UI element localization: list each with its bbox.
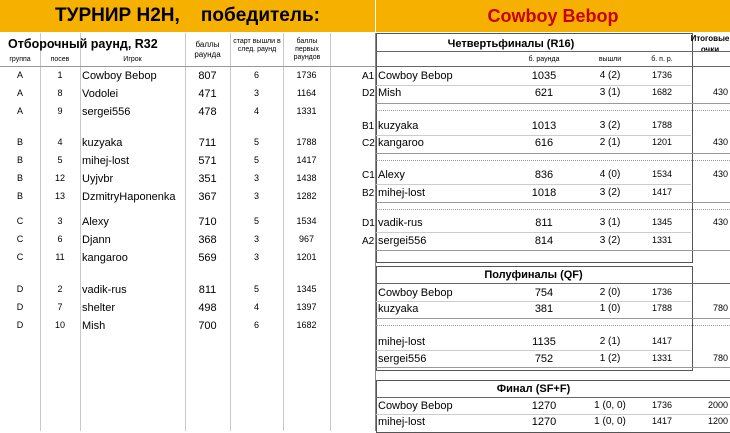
winner-name: Cowboy Bebop bbox=[376, 0, 730, 32]
started-cell: 6 bbox=[253, 70, 259, 80]
out-cell: 2 (0) bbox=[599, 287, 621, 298]
group-cell: D bbox=[16, 302, 24, 312]
col-header-out: вышли bbox=[598, 56, 622, 63]
first-points-cell: 1534 bbox=[296, 216, 317, 226]
total-cell: 1200 bbox=[707, 416, 728, 426]
player-cell: kangaroo bbox=[82, 252, 128, 264]
seed-cell: 4 bbox=[57, 137, 63, 147]
table-row bbox=[376, 215, 730, 232]
points-cell: 621 bbox=[534, 87, 554, 99]
first-points-cell: 1682 bbox=[651, 87, 673, 97]
table-row bbox=[0, 282, 375, 300]
started-cell: 3 bbox=[253, 173, 259, 183]
row-line bbox=[376, 153, 730, 154]
header-line bbox=[0, 66, 375, 67]
total-cell: 430 bbox=[712, 217, 728, 227]
points-cell: 478 bbox=[198, 106, 217, 118]
col-header-started: старт вышли в след. раунд bbox=[233, 38, 281, 53]
first-points-cell: 1331 bbox=[296, 106, 317, 116]
out-cell: 1 (0) bbox=[599, 303, 621, 314]
started-cell: 5 bbox=[253, 216, 259, 226]
table-row bbox=[0, 135, 375, 153]
out-cell: 3 (2) bbox=[599, 235, 621, 246]
row-line bbox=[376, 414, 730, 415]
first-points-cell: 1788 bbox=[296, 137, 317, 147]
player-cell: Uyjvbr bbox=[82, 173, 114, 185]
total-cell: 430 bbox=[712, 137, 728, 147]
seed-cell: 10 bbox=[54, 320, 65, 330]
first-points-cell: 1736 bbox=[651, 400, 673, 410]
started-cell: 4 bbox=[253, 106, 259, 116]
table-row bbox=[376, 285, 730, 302]
col-header-first-points: б. п. р. bbox=[651, 56, 673, 63]
first-points-cell: 1417 bbox=[651, 187, 673, 197]
first-points-cell: 1331 bbox=[651, 353, 673, 363]
player-cell: Cowboy Bebop bbox=[82, 70, 157, 82]
player-cell: sergei556 bbox=[378, 235, 427, 247]
out-cell: 1 (0, 0) bbox=[594, 400, 626, 411]
points-cell: 836 bbox=[534, 169, 554, 181]
group-cell: D bbox=[16, 284, 24, 294]
group-cell: A bbox=[16, 106, 23, 116]
row-line bbox=[376, 301, 691, 302]
row-line bbox=[376, 367, 730, 368]
player-cell: mihej-lost bbox=[378, 416, 426, 428]
started-cell: 4 bbox=[253, 302, 259, 312]
row-line bbox=[376, 184, 691, 185]
group-cell: C bbox=[16, 252, 24, 262]
points-cell: 1135 bbox=[532, 336, 556, 348]
player-cell: Djann bbox=[82, 234, 111, 246]
started-cell: 3 bbox=[253, 234, 259, 244]
out-cell: 3 (1) bbox=[599, 217, 621, 228]
player-cell: shelter bbox=[82, 302, 116, 314]
player-cell: vadik-rus bbox=[378, 217, 423, 229]
seed-cell: 5 bbox=[57, 155, 63, 165]
points-cell: 700 bbox=[198, 320, 217, 332]
player-cell: Cowboy Bebop bbox=[378, 287, 453, 299]
seed-cell: 7 bbox=[57, 302, 63, 312]
out-cell: 3 (2) bbox=[599, 120, 621, 131]
total-cell: 780 bbox=[712, 353, 728, 363]
group-cell: A bbox=[16, 88, 23, 98]
first-points-cell: 1417 bbox=[651, 416, 673, 426]
points-cell: 710 bbox=[198, 216, 217, 228]
table-row bbox=[376, 68, 730, 85]
table-row bbox=[376, 85, 730, 102]
row-line bbox=[376, 202, 730, 203]
table-row bbox=[0, 153, 375, 171]
seed-cell: 12 bbox=[54, 173, 65, 183]
group-cell: C bbox=[16, 216, 24, 226]
match-separator bbox=[376, 325, 730, 326]
col-header-player: Игрок bbox=[123, 56, 142, 63]
player-cell: kangaroo bbox=[378, 137, 424, 149]
group-cell: A bbox=[16, 70, 23, 80]
first-points-cell: 1736 bbox=[651, 287, 673, 297]
out-cell: 3 (1) bbox=[599, 87, 621, 98]
col-header-points: баллы раунда bbox=[194, 40, 221, 59]
first-points-cell: 1282 bbox=[296, 191, 317, 201]
table-row bbox=[376, 135, 730, 152]
player-cell: Alexy bbox=[378, 169, 405, 181]
player-cell: mihej-lost bbox=[378, 187, 426, 199]
table-row bbox=[376, 414, 730, 431]
first-points-cell: 1331 bbox=[651, 235, 673, 245]
points-cell: 368 bbox=[198, 234, 217, 246]
slot-label: B1 bbox=[362, 121, 375, 132]
total-header: Итоговые очки bbox=[690, 34, 730, 54]
row-line bbox=[376, 318, 730, 319]
first-points-cell: 1345 bbox=[651, 217, 673, 227]
first-points-cell: 1788 bbox=[651, 120, 673, 130]
seed-cell: 8 bbox=[57, 88, 63, 98]
slot-label: C1 bbox=[362, 170, 375, 181]
table-row bbox=[0, 250, 375, 268]
out-cell: 4 (2) bbox=[599, 70, 621, 81]
match-separator bbox=[376, 110, 730, 111]
points-cell: 807 bbox=[198, 70, 217, 82]
first-points-cell: 1417 bbox=[296, 155, 317, 165]
table-row bbox=[376, 351, 730, 368]
out-cell: 2 (1) bbox=[599, 336, 621, 347]
out-cell: 4 (0) bbox=[599, 169, 621, 180]
points-cell: 1035 bbox=[531, 70, 557, 82]
row-line bbox=[376, 85, 691, 86]
seed-cell: 1 bbox=[57, 70, 63, 80]
header-line bbox=[376, 283, 730, 284]
points-cell: 711 bbox=[198, 137, 217, 149]
first-points-cell: 1201 bbox=[651, 137, 673, 147]
points-cell: 1018 bbox=[531, 187, 557, 199]
table-row bbox=[0, 232, 375, 250]
player-cell: sergei556 bbox=[378, 353, 427, 365]
points-cell: 811 bbox=[198, 284, 217, 296]
total-cell: 2000 bbox=[707, 400, 728, 410]
started-cell: 3 bbox=[253, 88, 259, 98]
player-cell: kuzyaka bbox=[378, 303, 419, 315]
col-header-group: группа bbox=[9, 56, 31, 63]
seed-cell: 9 bbox=[57, 106, 63, 116]
table-row bbox=[376, 301, 730, 318]
first-points-cell: 1788 bbox=[651, 303, 673, 313]
first-points-cell: 1164 bbox=[296, 88, 317, 98]
points-cell: 569 bbox=[198, 252, 217, 264]
player-cell: Alexy bbox=[82, 216, 109, 228]
out-cell: 1 (2) bbox=[599, 353, 621, 364]
group-cell: C bbox=[16, 234, 24, 244]
slot-label: A1 bbox=[362, 71, 375, 82]
total-cell: 430 bbox=[712, 169, 728, 179]
slot-label: D2 bbox=[362, 88, 375, 99]
tournament-title: ТУРНИР H2H, победитель: bbox=[0, 0, 375, 32]
out-cell: 2 (1) bbox=[599, 137, 621, 148]
first-points-cell: 1682 bbox=[296, 320, 317, 330]
seed-cell: 2 bbox=[57, 284, 63, 294]
table-row bbox=[0, 86, 375, 104]
match-separator bbox=[376, 209, 730, 210]
first-points-cell: 1201 bbox=[296, 252, 317, 262]
col-header-seed: посев bbox=[50, 56, 70, 63]
seed-cell: 11 bbox=[55, 252, 65, 262]
player-cell: sergei556 bbox=[82, 106, 131, 118]
first-points-cell: 1397 bbox=[296, 302, 317, 312]
final-title: Финал (SF+F) bbox=[496, 383, 571, 395]
out-cell: 1 (0, 0) bbox=[594, 416, 626, 427]
points-cell: 471 bbox=[198, 88, 217, 100]
first-points-cell: 1736 bbox=[651, 70, 673, 80]
table-row bbox=[376, 334, 730, 351]
first-points-cell: 1345 bbox=[296, 284, 317, 294]
points-cell: 811 bbox=[535, 217, 553, 229]
points-cell: 754 bbox=[534, 287, 554, 299]
player-cell: Vodolei bbox=[82, 88, 119, 100]
table-row bbox=[376, 398, 730, 415]
player-cell: mihej-lost bbox=[82, 155, 130, 167]
slot-label: B2 bbox=[362, 188, 375, 199]
points-cell: 1013 bbox=[531, 120, 557, 132]
slot-label: C2 bbox=[362, 138, 375, 149]
started-cell: 3 bbox=[253, 252, 259, 262]
table-row bbox=[376, 233, 730, 250]
row-line bbox=[376, 232, 691, 233]
row-line bbox=[376, 250, 730, 251]
player-cell: Cowboy Bebop bbox=[378, 70, 453, 82]
match-separator bbox=[376, 160, 730, 161]
table-row bbox=[0, 318, 375, 336]
started-cell: 5 bbox=[253, 284, 259, 294]
first-points-cell: 1417 bbox=[651, 336, 673, 346]
player-cell: vadik-rus bbox=[82, 284, 127, 296]
row-line bbox=[376, 135, 691, 136]
started-cell: 5 bbox=[253, 137, 259, 147]
col-header-round-points: б. раунда bbox=[528, 56, 560, 63]
first-points-cell: 1736 bbox=[296, 70, 317, 80]
group-cell: B bbox=[16, 173, 23, 183]
player-cell: Mish bbox=[378, 87, 402, 99]
total-cell: 430 bbox=[712, 87, 728, 97]
points-cell: 351 bbox=[198, 173, 217, 185]
slot-label: D1 bbox=[362, 218, 375, 229]
seed-cell: 13 bbox=[54, 191, 65, 201]
points-cell: 752 bbox=[534, 353, 554, 365]
player-cell: mihej-lost bbox=[378, 336, 426, 348]
player-cell: kuzyaka bbox=[378, 120, 419, 132]
player-cell: kuzyaka bbox=[82, 137, 123, 149]
first-points-cell: 1438 bbox=[296, 173, 317, 183]
out-cell: 3 (2) bbox=[599, 187, 621, 198]
points-cell: 571 bbox=[198, 155, 217, 167]
semi-title: Полуфиналы (QF) bbox=[484, 269, 583, 281]
table-row bbox=[0, 171, 375, 189]
group-cell: B bbox=[16, 191, 23, 201]
seed-cell: 3 bbox=[57, 216, 63, 226]
started-cell: 3 bbox=[253, 191, 259, 201]
player-cell: DzmitryHaponenka bbox=[82, 191, 176, 203]
header-line bbox=[376, 51, 730, 52]
player-cell: Mish bbox=[82, 320, 106, 332]
table-row bbox=[376, 185, 730, 202]
table-row bbox=[376, 118, 730, 135]
row-line bbox=[376, 103, 730, 104]
seed-cell: 6 bbox=[57, 234, 63, 244]
header-line bbox=[376, 66, 730, 67]
table-row bbox=[0, 214, 375, 232]
table-row bbox=[376, 167, 730, 184]
player-cell: Cowboy Bebop bbox=[378, 400, 453, 412]
slot-label: A2 bbox=[362, 236, 375, 247]
points-cell: 498 bbox=[198, 302, 217, 314]
table-row bbox=[0, 104, 375, 122]
points-cell: 381 bbox=[534, 303, 554, 315]
points-cell: 367 bbox=[198, 191, 217, 203]
quarter-title: Четвертьфиналы (R16) bbox=[447, 38, 575, 50]
first-points-cell: 967 bbox=[298, 234, 315, 244]
group-cell: B bbox=[16, 155, 23, 165]
table-row bbox=[0, 189, 375, 207]
total-cell: 780 bbox=[712, 303, 728, 313]
points-cell: 1270 bbox=[531, 416, 557, 428]
group-cell: D bbox=[16, 320, 24, 330]
group-cell: B bbox=[16, 137, 23, 147]
points-cell: 616 bbox=[534, 137, 554, 149]
qualifying-title: Отборочный раунд, R32 bbox=[8, 37, 158, 51]
first-points-cell: 1534 bbox=[651, 169, 673, 179]
row-line bbox=[376, 350, 691, 351]
started-cell: 5 bbox=[253, 155, 259, 165]
col-header-first: баллы первых раундов bbox=[293, 38, 321, 61]
table-row bbox=[0, 68, 375, 86]
started-cell: 6 bbox=[253, 320, 259, 330]
points-cell: 814 bbox=[534, 235, 554, 247]
table-row bbox=[0, 300, 375, 318]
points-cell: 1270 bbox=[531, 400, 557, 412]
